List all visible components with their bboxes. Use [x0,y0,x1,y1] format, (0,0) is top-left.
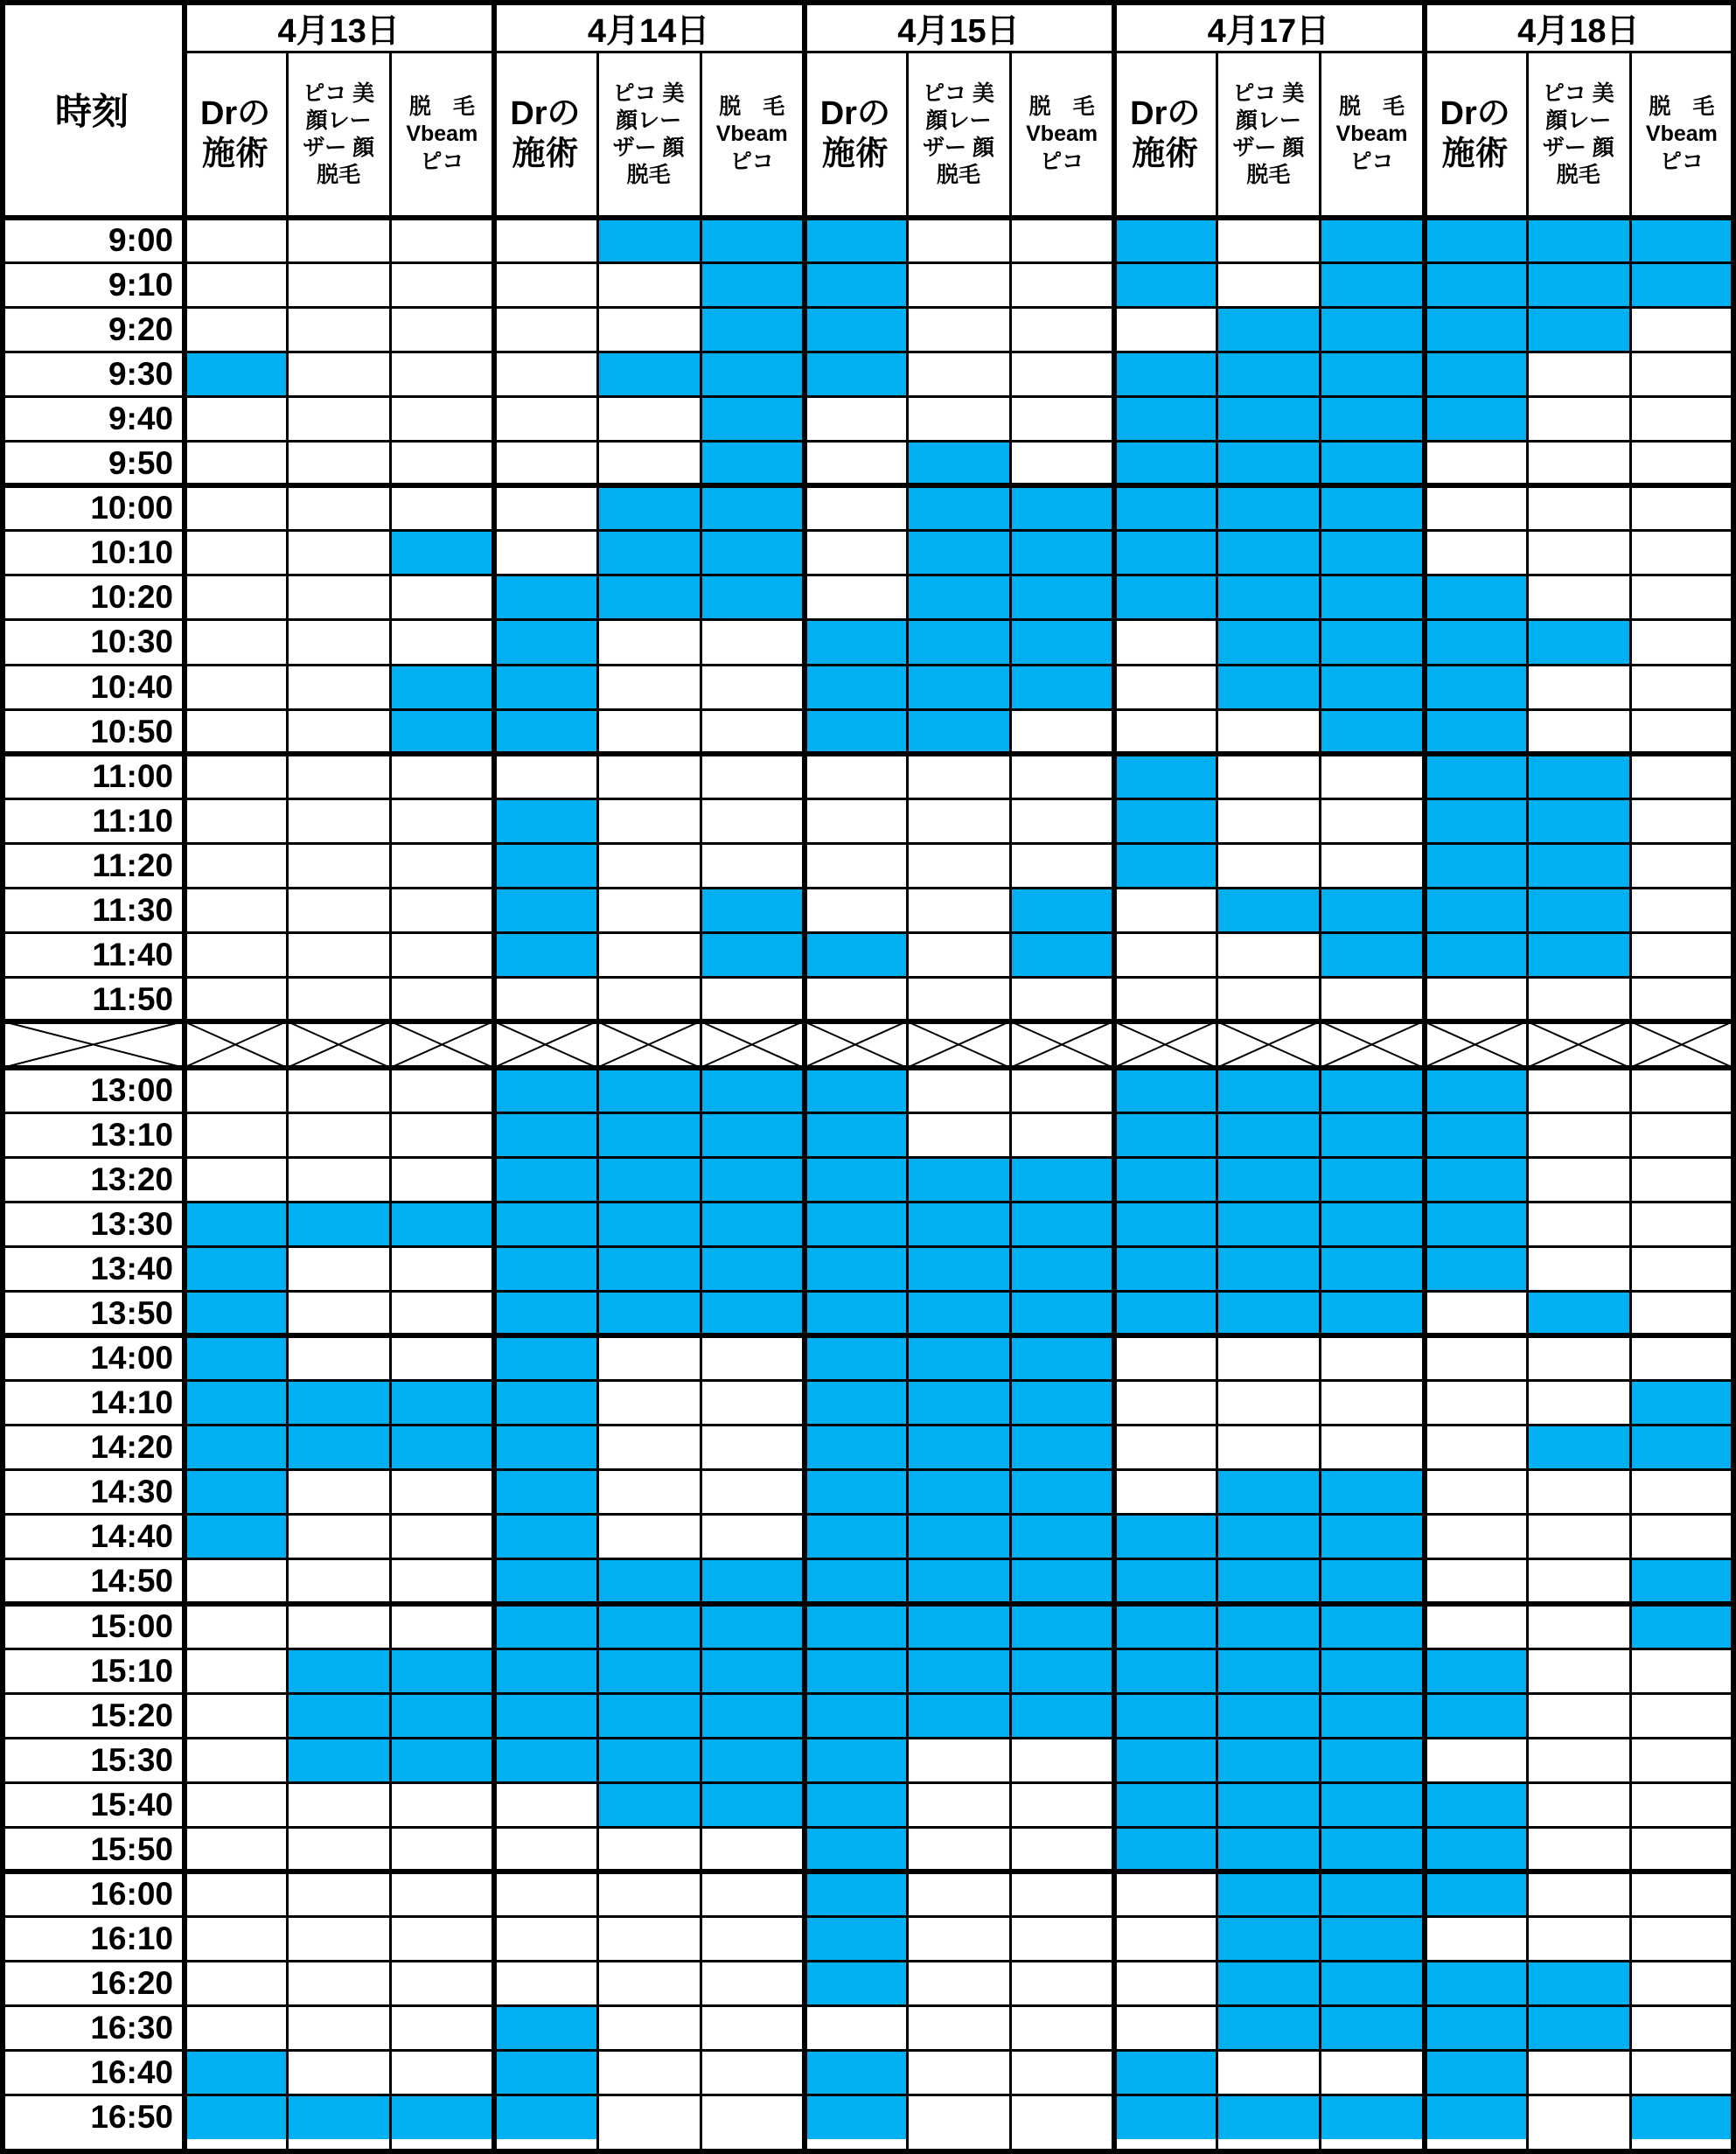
time-slot-label: 10:40 [90,668,173,705]
row-line [0,1201,1736,1203]
row-line [0,1826,1736,1829]
hour-line [0,1601,1736,1607]
time-slot-label: 10:20 [90,579,173,616]
time-slot-label: 13:40 [90,1251,173,1287]
time-slot-label: 11:40 [92,936,173,972]
column-header-pico: ピコ 美 顔レー ザー 顔 脱毛 [303,80,375,188]
date-divider [1422,0,1427,2154]
time-slot-label: 10:00 [90,490,173,526]
time-slot-label: 14:20 [90,1429,173,1466]
row-line [0,931,1736,934]
row-line [0,1290,1736,1293]
row-line [0,1513,1736,1516]
time-slot-label: 14:00 [90,1340,173,1377]
time-slot-label: 16:50 [90,2099,173,2136]
row-line [0,2094,1736,2096]
time-column-divider [182,0,187,2154]
header-bottom-line [0,215,1736,220]
border-right [1731,0,1736,2154]
row-line [0,306,1736,309]
time-slot-label: 9:10 [108,267,173,303]
time-slot-label: 16:40 [90,2054,173,2091]
column-divider [906,52,909,2154]
column-header-hair: 脱 毛 Vbeam ピコ [406,94,478,174]
date-header: 4月15日 [897,12,1020,50]
column-divider [1319,52,1321,2154]
time-slot-label: 16:20 [90,1964,173,2001]
time-slot-label: 14:40 [90,1518,173,1555]
date-divider [1112,0,1117,2154]
hour-line [0,1869,1736,1874]
time-slot-label: 14:30 [90,1474,173,1510]
time-slot-label: 15:40 [90,1786,173,1823]
row-line [0,529,1736,532]
border-top [0,0,1736,5]
row-line [0,1156,1736,1159]
time-slot-label: 10:30 [90,624,173,660]
row-line [0,1648,1736,1650]
time-slot-label: 13:50 [90,1295,173,1332]
row-line [0,1692,1736,1695]
time-slot-label: 15:00 [90,1607,173,1644]
row-line [0,1379,1736,1382]
column-header-dr: Drの 施術 [1130,95,1201,172]
column-header-dr: Drの 施術 [199,95,271,172]
row-line [0,351,1736,353]
time-slot-label: 9:00 [108,222,173,259]
time-slot-label: 15:30 [90,1741,173,1778]
column-divider [1009,52,1012,2154]
column-divider [596,52,599,2154]
row-line [0,440,1736,443]
row-line [0,2004,1736,2007]
column-header-hair: 脱 毛 Vbeam ピコ [715,94,788,174]
column-header-hair: 脱 毛 Vbeam ピコ [1026,94,1098,174]
hour-line [0,483,1736,488]
row-line [0,1468,1736,1471]
time-slot-label: 9:50 [108,445,173,482]
column-header-dr: Drの 施術 [1440,95,1510,172]
row-line [0,1424,1736,1426]
hour-line [0,1333,1736,1338]
time-slot-label: 10:10 [90,534,173,571]
time-slot-label: 16:30 [90,2009,173,2046]
time-slot-label: 15:10 [90,1652,173,1689]
column-header-pico: ピコ 美 顔レー ザー 顔 脱毛 [1542,80,1614,188]
column-divider [1629,52,1632,2154]
time-slot-label: 13:10 [90,1116,173,1153]
hour-line [0,751,1736,756]
row-line [0,798,1736,800]
time-slot-label: 14:50 [90,1563,173,1600]
row-line [0,1960,1736,1962]
column-divider [700,52,702,2154]
row-line [0,1781,1736,1784]
date-header: 4月14日 [587,12,710,50]
date-header: 4月17日 [1207,12,1330,50]
time-slot-label: 13:20 [90,1161,173,1198]
time-slot-label: 11:10 [92,802,173,839]
time-slot-label: 11:20 [92,847,173,883]
time-slot-label: 11:50 [92,980,173,1017]
border-bottom [0,2149,1736,2154]
row-line [0,708,1736,711]
column-divider [286,52,289,2154]
time-slot-label: 13:00 [90,1071,173,1108]
row-line [0,664,1736,666]
time-slot-label: 16:10 [90,1920,173,1956]
time-slot-label: 16:00 [90,1875,173,1912]
row-line [0,842,1736,845]
column-divider [389,52,392,2154]
column-divider [1526,52,1529,2154]
time-slot-label: 9:30 [108,356,173,393]
row-line [0,1245,1736,1248]
break-bottom-line [0,1065,1736,1070]
time-slot-label: 15:50 [90,1830,173,1867]
row-line [0,574,1736,576]
time-slot-label: 9:40 [108,401,173,437]
time-slot-label: 13:30 [90,1206,173,1243]
date-divider [492,0,497,2154]
column-header-dr: Drの 施術 [819,95,890,172]
border-left [0,0,5,2154]
row-line [0,261,1736,264]
time-slot-label: 11:00 [92,757,173,794]
date-header: 4月13日 [277,12,400,50]
time-slot-label: 10:50 [90,713,173,749]
column-divider [1216,52,1218,2154]
time-column-header: 時刻 [54,90,129,132]
time-slot-label: 15:20 [90,1697,173,1733]
row-line [0,395,1736,398]
column-header-pico: ピコ 美 顔レー ザー 顔 脱毛 [923,80,994,188]
row-line [0,976,1736,979]
column-header-pico: ピコ 美 顔レー ザー 顔 脱毛 [1232,80,1305,188]
column-header-hair: 脱 毛 Vbeam ピコ [1645,94,1718,174]
column-header-dr: Drの 施術 [510,95,581,172]
time-slot-label: 11:30 [92,891,173,928]
time-slot-label: 14:10 [90,1384,173,1421]
column-header-hair: 脱 毛 Vbeam ピコ [1335,94,1408,174]
row-line [0,1558,1736,1560]
row-line [0,1915,1736,1918]
row-line [0,1737,1736,1739]
date-divider [802,0,807,2154]
break-top-line [0,1019,1736,1024]
time-slot-label: 9:20 [108,311,173,348]
date-header: 4月18日 [1517,12,1640,50]
column-header-pico: ピコ 美 顔レー ザー 顔 脱毛 [612,80,685,188]
row-line [0,2049,1736,2052]
row-line [0,887,1736,889]
row-line [0,1112,1736,1114]
row-line [0,618,1736,621]
date-row-line [184,51,1736,53]
